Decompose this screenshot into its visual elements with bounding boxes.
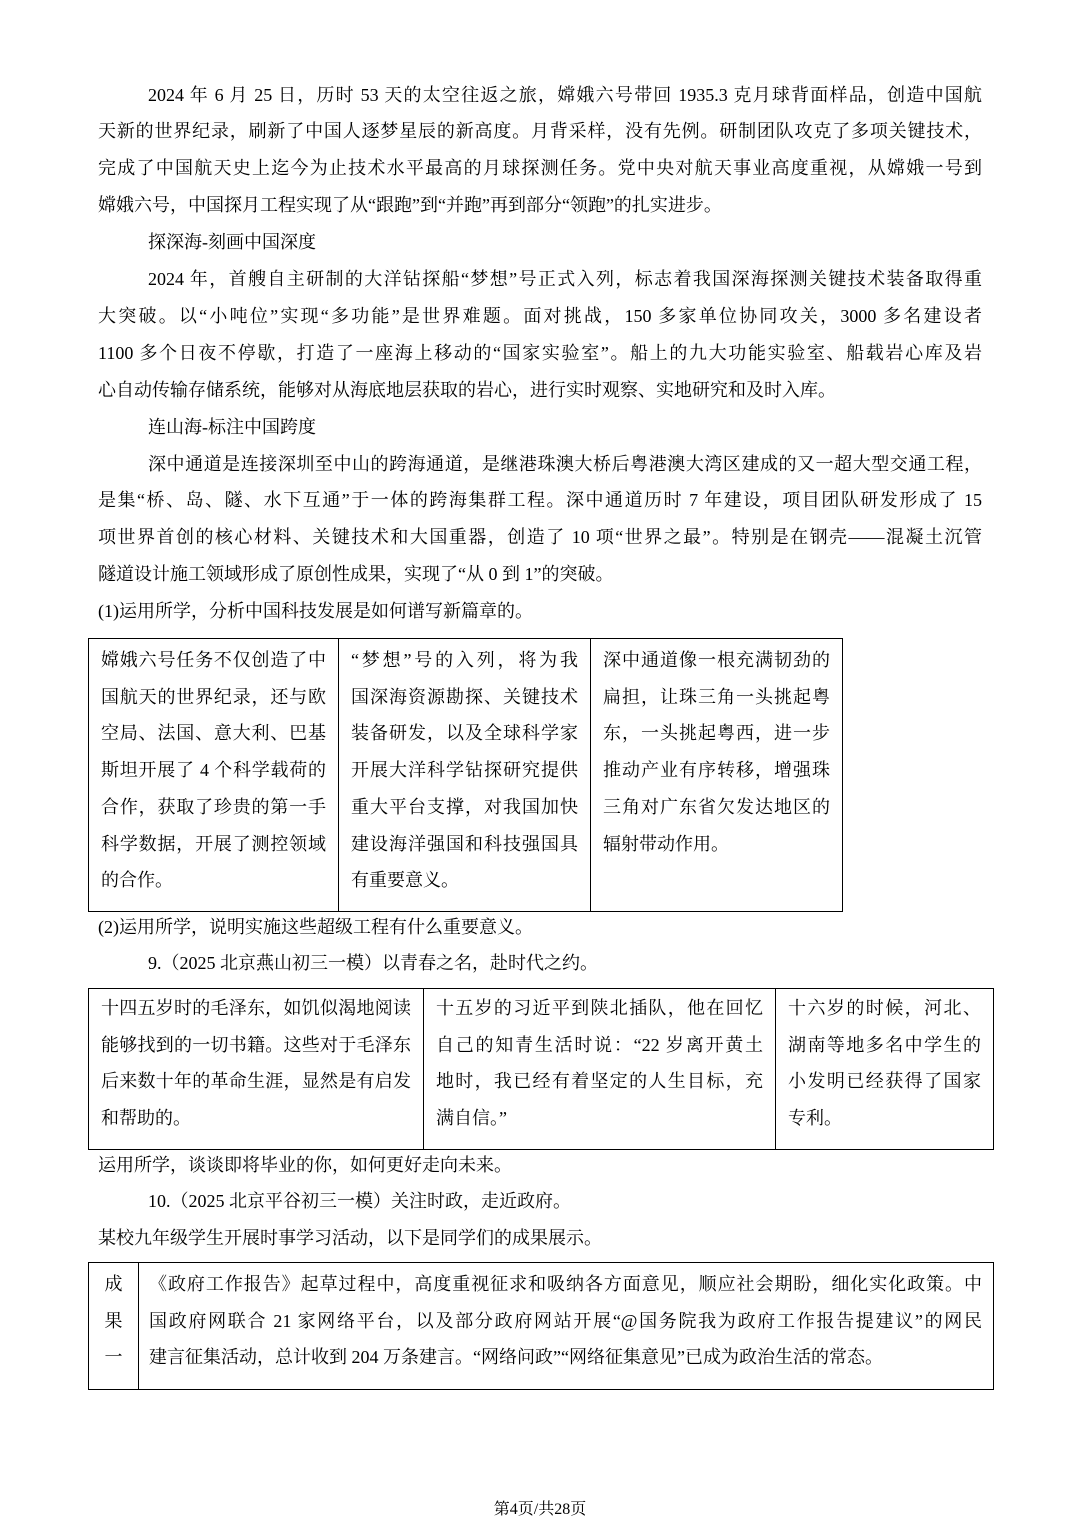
cell-line: 小发明已经获得了国家 bbox=[788, 1071, 981, 1092]
question-prompt: 运用所学，谈谈即将毕业的你，如何更好走向未来。 bbox=[98, 1154, 512, 1175]
paragraph-line: 2024 年，首艘自主研制的大洋钻探船“梦想”号正式入列，标志着我国深海探测关键技术装备取得重 bbox=[148, 269, 982, 290]
cell-line: 空局、法国、意大利、巴基 bbox=[101, 723, 326, 744]
cell-line: 嫦娥六号任务不仅创造了中 bbox=[101, 650, 326, 670]
question-title: 10.（2025 北京平谷初三一模）关注时政，走近政府。 bbox=[148, 1191, 571, 1212]
result-label: 成果一 bbox=[104, 1274, 123, 1368]
cell-line: 有重要意义。 bbox=[351, 870, 459, 891]
table-row bbox=[89, 1263, 994, 1390]
section-heading: 连山海-标注中国跨度 bbox=[148, 416, 316, 437]
paragraph-line: 深中通道是连接深圳至中山的跨海通道，是继港珠澳大桥后粤港澳大湾区建成的又一超大型交通工程， bbox=[148, 453, 982, 474]
table-cell bbox=[424, 989, 776, 1150]
cell-text bbox=[788, 990, 981, 1137]
cell-text bbox=[101, 990, 411, 1137]
cell-line: 辐射带动作用。 bbox=[603, 833, 729, 854]
cell-text bbox=[436, 990, 763, 1137]
table-cell bbox=[89, 1263, 139, 1390]
table-cell bbox=[89, 639, 339, 912]
cell-line: 开展大洋科学钻探研究提供 bbox=[351, 760, 578, 781]
section-heading: 探深海-刻画中国深度 bbox=[148, 232, 316, 253]
paragraph-line: 天新的世界纪录，刷新了中国人逐梦星辰的新高度。月背采样，没有先例。研制团队攻克了多项关键技术， bbox=[98, 121, 982, 142]
cell-line: 十六岁的时候，河北、 bbox=[788, 998, 981, 1018]
paragraph-line: 完成了中国航天史上迄今为止技术水平最高的月球探测任务。党中央对航天事业高度重视，从嫦娥一号到 bbox=[98, 158, 982, 179]
cell-text bbox=[351, 642, 578, 899]
cell-line: 的合作。 bbox=[101, 870, 173, 891]
cell-line: 装备研发，以及全球科学家 bbox=[351, 723, 578, 744]
cell-line: 和帮助的。 bbox=[101, 1108, 191, 1129]
paragraph-line: 嫦娥六号，中国探月工程实现了从“跟跑”到“并跑”再到部分“领跑”的扎实进步。 bbox=[98, 195, 722, 216]
paragraph-line: 是集“桥、岛、隧、水下互通”于一体的跨海集群工程。深中通道历时 7 年建设，项目团队研发形成了 15 bbox=[98, 490, 982, 511]
cell-line: 后来数十年的革命生涯，显然是有启发 bbox=[101, 1071, 411, 1092]
cell-line: 《政府工作报告》起草过程中，高度重视征求和吸纳各方面意见，顺应社会期盼，细化实化政策。中 bbox=[149, 1274, 982, 1294]
cell-line: 建设海洋强国和科技强国具 bbox=[351, 833, 578, 854]
table-cell bbox=[591, 639, 843, 912]
paragraph-line: 2024 年 6 月 25 日，历时 53 天的太空往返之旅，嫦娥六号带回 1935.3 克月球背面样品，创造中国航 bbox=[148, 84, 982, 105]
cell-line: 重大平台支撑，对我国加快 bbox=[351, 796, 578, 817]
cell-line: 自己的知青生活时说：“22 岁离开黄土 bbox=[436, 1034, 763, 1055]
cell-text bbox=[101, 642, 326, 899]
table-cell bbox=[339, 639, 591, 912]
cell-line: 三角对广东省欠发达地区的 bbox=[603, 796, 830, 817]
cell-line: 地时，我已经有着坚定的人生目标，充 bbox=[436, 1071, 763, 1092]
paragraph-line: 大突破。以“小吨位”实现“多功能”是世界难题。面对挑战，150 多家单位协同攻关，3000 多名建设者 bbox=[98, 305, 982, 326]
cell-line: 推动产业有序转移，增强珠 bbox=[603, 760, 830, 781]
question-intro: 某校九年级学生开展时事学习活动，以下是同学们的成果展示。 bbox=[98, 1228, 602, 1249]
cell-line: 专利。 bbox=[788, 1108, 842, 1129]
question-prompt: (2)运用所学，说明实施这些超级工程有什么重要意义。 bbox=[98, 916, 533, 937]
cell-line: 科学数据，开展了测控领域 bbox=[101, 833, 326, 854]
cell-line: 能够找到的一切书籍。这些对于毛泽东 bbox=[101, 1034, 411, 1055]
paragraph-line: 1100 多个日夜不停歇，打造了一座海上移动的“国家实验室”。船上的九大功能实验室、船载岩心库及岩 bbox=[98, 342, 982, 363]
table-row bbox=[89, 639, 843, 912]
question-block bbox=[98, 909, 982, 983]
passage bbox=[98, 77, 982, 631]
cell-line: 东，一头挑起粤西，进一步 bbox=[603, 723, 830, 744]
question-title: 9.（2025 北京燕山初三一模）以青春之名，赴时代之约。 bbox=[148, 953, 598, 974]
paragraph-line: 项世界首创的核心材料、关键技术和大国重器，创造了 10 项“世界之最”。特别是在钢壳——混凝土沉管 bbox=[98, 527, 982, 548]
cell-line: 国深海资源勘探、关键技术 bbox=[351, 686, 578, 707]
cell-line: 湖南等地多名中学生的 bbox=[788, 1034, 981, 1055]
result-table bbox=[88, 1262, 994, 1390]
table-row bbox=[89, 989, 994, 1150]
material-table bbox=[88, 988, 994, 1150]
table-cell bbox=[776, 989, 994, 1150]
question-block bbox=[98, 1147, 982, 1258]
cell-line: 深中通道像一根充满韧劲的 bbox=[603, 650, 830, 670]
question-prompt: (1)运用所学，分析中国科技发展是如何谱写新篇章的。 bbox=[98, 601, 533, 622]
paragraph-dream-ship bbox=[98, 261, 982, 409]
cell-line: 满自信。” bbox=[436, 1108, 507, 1129]
cell-text bbox=[603, 642, 830, 862]
table-cell bbox=[89, 989, 424, 1150]
cell-line: 十四五岁时的毛泽东，如饥似渴地阅读 bbox=[101, 998, 411, 1018]
cell-line: 国政府网联合 21 家网络平台，以及部分政府网站开展“@国务院我为政府工作报告提建议”的网民 bbox=[149, 1310, 982, 1331]
cell-line: “梦想”号的入列，将为我 bbox=[351, 650, 578, 670]
cell-text bbox=[149, 1266, 982, 1376]
cell-line: 斯坦开展了 4 个科学载荷的 bbox=[101, 760, 326, 781]
cell-line: 合作，获取了珍贵的第一手 bbox=[101, 796, 326, 817]
cell-line: 建言征集活动，总计收到 204 万条建言。“网络问政”“网络征集意见”已成为政治生活的常态。 bbox=[149, 1347, 883, 1368]
paragraph-change-e6 bbox=[98, 77, 982, 225]
paragraph-line: 心自动传输存储系统，能够对从海底地层获取的岩心，进行实时观察、实地研究和及时入库。 bbox=[98, 379, 836, 400]
paragraph-shenzhong-link bbox=[98, 446, 982, 594]
cell-line: 十五岁的习近平到陕北插队，他在回忆 bbox=[436, 998, 763, 1018]
cell-line: 国航天的世界纪录，还与欧 bbox=[101, 686, 326, 707]
paragraph-line: 隧道设计施工领域形成了原创性成果，实现了“从 0 到 1”的突破。 bbox=[98, 564, 614, 585]
cell-line: 扁担，让珠三角一头挑起粤 bbox=[603, 686, 830, 707]
table-cell bbox=[139, 1263, 994, 1390]
page-footer: 第4页/共28页 bbox=[493, 1501, 587, 1518]
material-table bbox=[88, 638, 843, 912]
